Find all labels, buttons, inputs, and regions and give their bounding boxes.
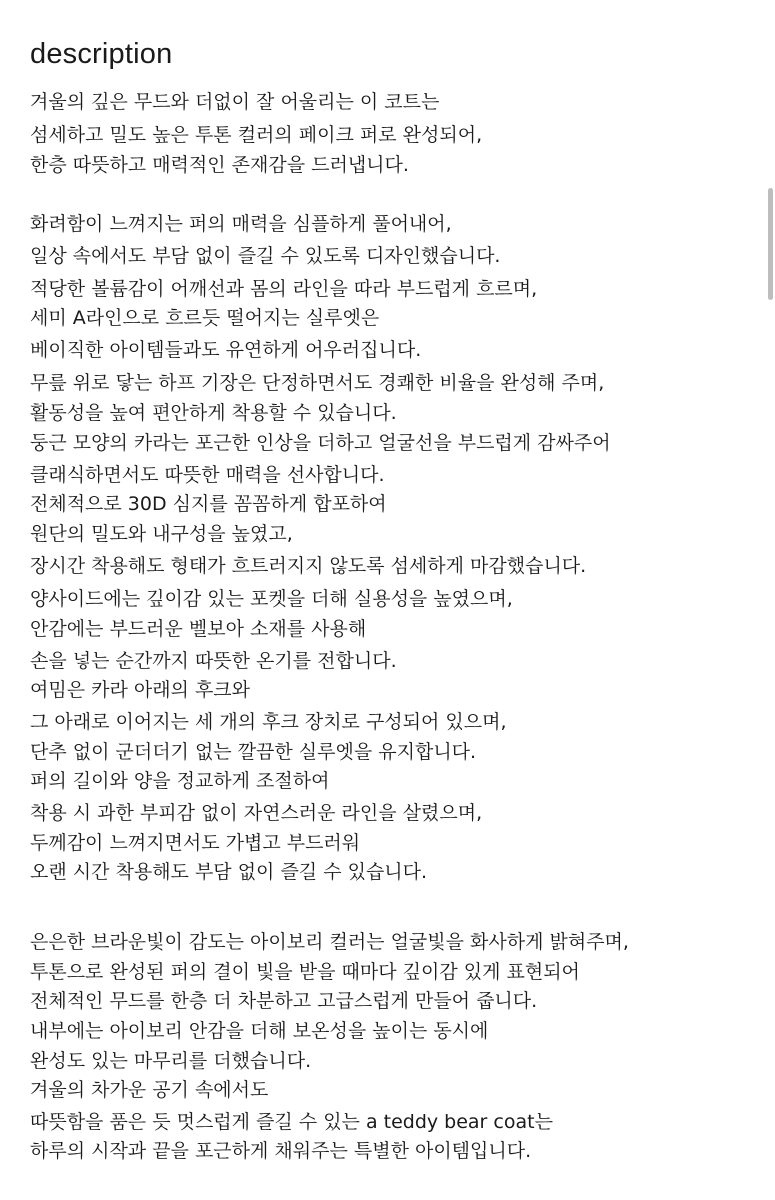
description-line: 완성도 있는 마무리를 더했습니다. bbox=[30, 1050, 312, 1072]
description-line: 따뜻함을 품은 듯 멋스럽게 즐길 수 있는 a teddy bear coat는 bbox=[30, 1111, 553, 1133]
description-line: 단추 없이 군더더기 없는 깔끔한 실루엣을 유지합니다. bbox=[30, 741, 477, 763]
description-line: 한층 따뜻하고 매력적인 존재감을 드러냅니다. bbox=[30, 154, 409, 176]
description-line: 겨울의 깊은 무드와 더없이 잘 어울리는 이 코트는 bbox=[30, 91, 440, 113]
description-line: 클래식하면서도 따뜻한 매력을 선사합니다. bbox=[30, 464, 385, 486]
description-line: 하루의 시작과 끝을 포근하게 채워주는 특별한 아이템입니다. bbox=[30, 1140, 532, 1162]
description-line: 손을 넣는 순간까지 따뜻한 온기를 전합니다. bbox=[30, 650, 397, 672]
scrollbar[interactable] bbox=[768, 188, 773, 300]
description-line: 무릎 위로 닿는 하프 기장은 단정하면서도 경쾌한 비율을 완성해 주며, bbox=[30, 372, 605, 394]
description-line: 활동성을 높여 편안하게 착용할 수 있습니다. bbox=[30, 402, 397, 424]
description-line: 세미 A라인으로 흐르듯 떨어지는 실루엣은 bbox=[30, 307, 380, 329]
description-line: 일상 속에서도 부담 없이 즐길 수 있도록 디자인했습니다. bbox=[30, 245, 501, 267]
description-line: 원단의 밀도와 내구성을 높였고, bbox=[30, 523, 293, 545]
description-line: 전체적인 무드를 한층 더 차분하고 고급스럽게 만들어 줍니다. bbox=[30, 990, 538, 1012]
description-line: 착용 시 과한 부피감 없이 자연스러운 라인을 살렸으며, bbox=[30, 802, 483, 824]
description-line: 은은한 브라운빛이 감도는 아이보리 컬러는 얼굴빛을 화사하게 밝혀주며, bbox=[30, 931, 629, 953]
description-line: 내부에는 아이보리 안감을 더해 보온성을 높이는 동시에 bbox=[30, 1020, 489, 1042]
description-line: 투톤으로 완성된 퍼의 결이 빛을 받을 때마다 깊이감 있게 표현되어 bbox=[30, 961, 580, 983]
description-line: 양사이드에는 깊이감 있는 포켓을 더해 실용성을 높였으며, bbox=[30, 588, 513, 610]
page-title: description bbox=[30, 38, 173, 70]
description-line: 화려함이 느껴지는 퍼의 매력을 심플하게 풀어내어, bbox=[30, 213, 452, 235]
description-line: 베이직한 아이템들과도 유연하게 어우러집니다. bbox=[30, 339, 422, 361]
description-line: 섬세하고 밀도 높은 투톤 컬러의 페이크 퍼로 완성되어, bbox=[30, 124, 483, 146]
description-line: 장시간 착용해도 형태가 흐트러지지 않도록 섬세하게 마감했습니다. bbox=[30, 555, 587, 577]
description-line: 그 아래로 이어지는 세 개의 후크 장치로 구성되어 있으며, bbox=[30, 711, 507, 733]
description-line: 적당한 볼륨감이 어깨선과 몸의 라인을 따라 부드럽게 흐르며, bbox=[30, 278, 538, 300]
description-line: 안감에는 부드러운 벨보아 소재를 사용해 bbox=[30, 618, 367, 640]
description-line: 겨울의 차가운 공기 속에서도 bbox=[30, 1079, 269, 1101]
description-line: 둥근 모양의 카라는 포근한 인상을 더하고 얼굴선을 부드럽게 감싸주어 bbox=[30, 432, 611, 454]
description-line: 여밈은 카라 아래의 후크와 bbox=[30, 679, 251, 701]
description-line: 두께감이 느껴지면서도 가볍고 부드러워 bbox=[30, 832, 361, 854]
description-line: 오랜 시간 착용해도 부담 없이 즐길 수 있습니다. bbox=[30, 861, 428, 883]
description-line: 전체적으로 30D 심지를 꼼꼼하게 합포하여 bbox=[30, 493, 387, 515]
description-line: 퍼의 길이와 양을 정교하게 조절하여 bbox=[30, 770, 330, 792]
